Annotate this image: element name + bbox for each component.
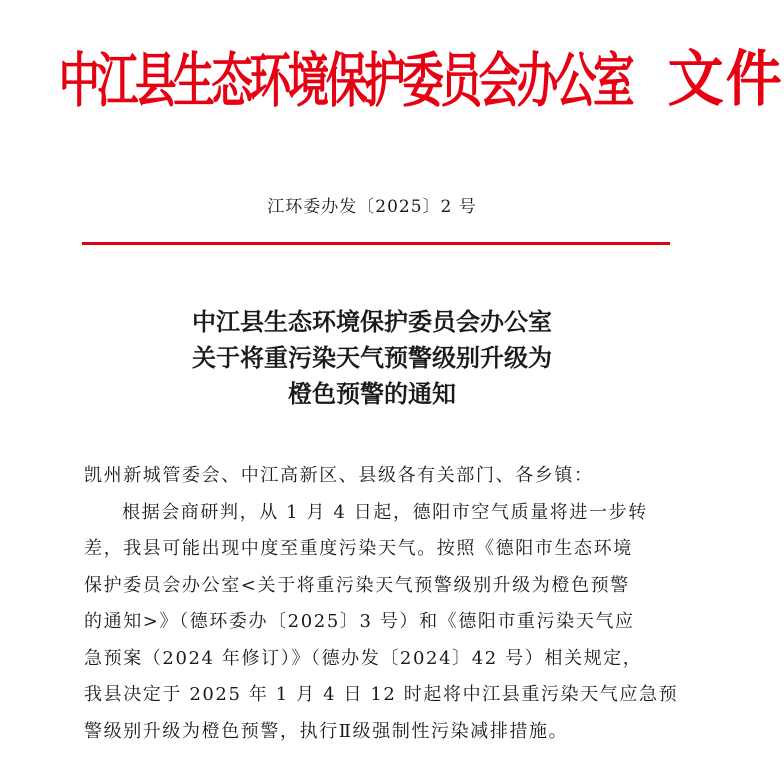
body-line-6: 我县决定于 2025 年 1 月 4 日 12 时起将中江县重污染天气应急预 xyxy=(84,684,679,705)
body-line-3: 保护委员会办公室<关于将重污染天气预警级别升级为橙色预警 xyxy=(84,574,630,596)
title-line-2: 关于将重污染天气预警级别升级为 xyxy=(192,344,552,372)
body-line-1: 根据会商研判，从 1 月 4 日起，德阳市空气质量将进一步转 xyxy=(122,501,648,523)
body-line-5: 急预案（2024 年修订）》（德办发〔2024〕42 号）相关规定， xyxy=(84,647,643,669)
notice-body xyxy=(84,458,679,750)
document-number: 江环委办发〔2025〕2 号 xyxy=(267,197,477,217)
body-line-2: 差，我县可能出现中度至重度污染天气。按照《德阳市生态环境 xyxy=(84,538,633,559)
title-line-1: 中江县生态环境保护委员会办公室 xyxy=(192,308,552,336)
masthead-org-name: 中江县生态环境保护委员会办公室 xyxy=(58,46,632,116)
title-line-3: 橙色预警的通知 xyxy=(288,380,456,408)
red-divider-line xyxy=(82,242,670,245)
masthead-doc-label: 文件 xyxy=(667,44,784,115)
notice-title xyxy=(0,304,744,412)
body-line-4: 的通知>》（德环委办〔2025〕3 号）和《德阳市重污染天气应 xyxy=(84,611,635,632)
red-masthead xyxy=(0,44,784,116)
body-line-7: 警级别升级为橙色预警，执行Ⅱ级强制性污染减排措施。 xyxy=(84,720,569,742)
salutation: 凯州新城管委会、中江高新区、县级各有关部门、各乡镇： xyxy=(84,465,594,486)
